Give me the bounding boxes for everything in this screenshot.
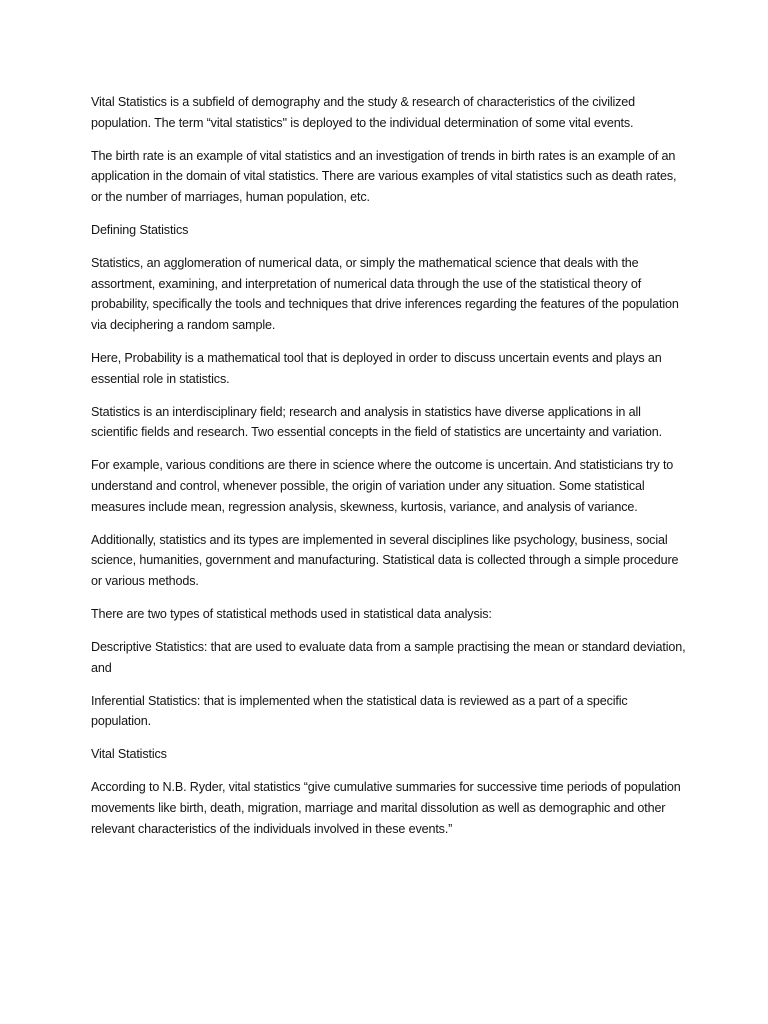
- paragraph-descriptive: Descriptive Statistics: that are used to evaluate data from a sample practising the mean or standard deviation, and: [91, 639, 686, 675]
- paragraph-ryder-quote: According to N.B. Ryder, vital statistics “give cumulative summaries for successive time periods of population movements like birth, death, migration, marriage and marital dissolution as well as demographic and other relevant characteristics of the individuals involved in these events.”: [91, 780, 681, 836]
- paragraph-example: For example, various conditions are there in science where the outcome is uncertain. And statisticians try to understand and control, whenever possible, the origin of variation under any situation. Some statistical measures include mean, regression analysis, skewness, kurtosis, variance, and analysis of variance.: [91, 458, 674, 514]
- paragraph-birth-rate: The birth rate is an example of vital statistics and an investigation of trends in birth rates is an example of an application in the domain of vital statistics. There are various examples of vital statistics such as death rates, or the number of marriages, human population, etc.: [91, 148, 677, 204]
- paragraph-inferential: Inferential Statistics: that is implemented when the statistical data is reviewed as a part of a specific population.: [91, 693, 628, 729]
- paragraph-probability: Here, Probability is a mathematical tool that is deployed in order to discuss uncertain events and plays an essential role in statistics.: [91, 350, 662, 386]
- heading-vital-statistics: Vital Statistics: [91, 747, 167, 762]
- paragraph-interdisciplinary: Statistics is an interdisciplinary field; research and analysis in statistics have diverse applications in all scientific fields and research. Two essential concepts in the field of statistics are uncertainty and variation.: [91, 404, 662, 440]
- paragraph-statistics-definition: Statistics, an agglomeration of numerical data, or simply the mathematical science that deals with the assortment, examining, and interpretation of numerical data through the use of the statistical theory of probability, specifically the tools and techniques that drive inferences regarding the features of the population via deciphering a random sample.: [91, 256, 679, 332]
- document-body: [91, 92, 688, 839]
- heading-defining-statistics: Defining Statistics: [91, 222, 189, 237]
- paragraph-types: There are two types of statistical methods used in statistical data analysis:: [91, 606, 492, 621]
- paragraph-intro: Vital Statistics is a subfield of demography and the study & research of characteristics of the civilized population. The term “vital statistics'' is deployed to the individual determination of some vital events.: [91, 95, 636, 130]
- paragraph-disciplines: Additionally, statistics and its types are implemented in several disciplines like psychology, business, social science, humanities, government and manufacturing. Statistical data is collected through a simple procedure or various methods.: [91, 532, 679, 588]
